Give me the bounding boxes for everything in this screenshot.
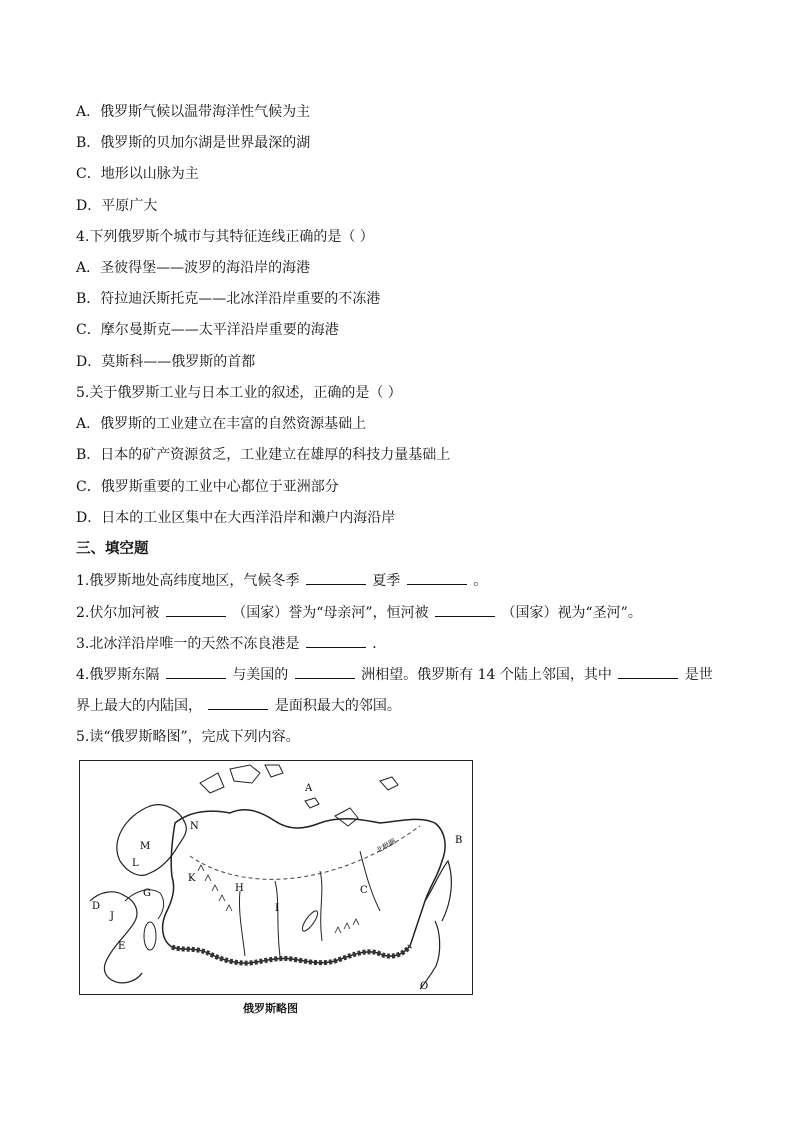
q4-stem: 4.下列俄罗斯个城市与其特征连线正确的是（ ）	[76, 229, 374, 245]
arctic-circle-label: 北极圈	[375, 837, 398, 855]
map-label-k: K	[188, 873, 196, 884]
q3-option-c: C．地形以山脉为主	[76, 166, 199, 182]
map-label-o: O	[420, 981, 429, 992]
map-label-h: H	[235, 883, 244, 894]
answer-blank[interactable]	[306, 633, 366, 648]
arctic-circle	[190, 826, 420, 879]
q5-option-d: D．日本的工业区集中在大西洋沿岸和濑户内海沿岸	[76, 510, 396, 526]
fill-question-2: 2.伏尔加河被 （国家）誉为“母亲河”，恒河被 （国家）视为“圣河”。	[76, 602, 642, 623]
answer-blank[interactable]	[435, 602, 495, 617]
q3-option-a: A．俄罗斯气候以温带海洋性气候为主	[76, 104, 311, 120]
answer-blank[interactable]	[618, 664, 678, 679]
baikal-lake	[300, 909, 320, 933]
river-line	[360, 851, 380, 911]
map-label-a: A	[305, 783, 313, 794]
island-shape	[230, 765, 260, 783]
map-svg	[80, 761, 472, 994]
answer-blank[interactable]	[407, 570, 467, 585]
q4-option-b: B．符拉迪沃斯托克——北冰洋沿岸重要的不冻港	[76, 291, 381, 307]
q3-option-d: D．平原广大	[76, 198, 158, 214]
river-line	[239, 891, 245, 956]
q4-option-d: D．莫斯科——俄罗斯的首都	[76, 354, 256, 370]
island-shape	[335, 808, 358, 826]
map-label-n: N	[190, 821, 199, 832]
q3-option-b: B．俄罗斯的贝加尔湖是世界最深的湖	[76, 135, 311, 151]
answer-blank[interactable]	[295, 664, 355, 679]
section-title: 三、填空题	[76, 541, 149, 557]
q5-stem: 5.关于俄罗斯工业与日本工业的叙述，正确的是（ ）	[76, 385, 402, 401]
fill-question-4-cont: 界上最大的内陆国， 是面积最大的邻国。	[76, 695, 401, 716]
answer-blank[interactable]	[208, 695, 268, 710]
q5-option-b: B．日本的矿产资源贫乏，工业建立在雄厚的科技力量基础上	[76, 447, 451, 463]
map-label-e: E	[118, 941, 126, 952]
answer-blank[interactable]	[166, 602, 226, 617]
map-caption: 俄罗斯略图	[243, 1002, 298, 1015]
q5-option-a: A．俄罗斯的工业建立在丰富的自然资源基础上	[76, 416, 367, 432]
fill-question-1: 1.俄罗斯地处高纬度地区，气候冬季 夏季 。	[76, 570, 487, 591]
island-shape	[265, 765, 283, 777]
coast-line	[420, 921, 440, 989]
map-label-d: D	[92, 901, 101, 912]
caspian-sea	[144, 922, 156, 950]
island-shape	[305, 798, 319, 808]
answer-blank[interactable]	[306, 570, 366, 585]
island-shape	[200, 773, 224, 793]
q4-option-c: C．摩尔曼斯克——太平洋沿岸重要的海港	[76, 322, 339, 338]
map-label-j: J	[110, 911, 115, 922]
scandinavia-outline	[117, 805, 186, 876]
fill-question-3: 3.北冰洋沿岸唯一的天然不冻良港是 ．	[76, 633, 386, 654]
russia-outline	[163, 810, 445, 963]
q5-option-c: C．俄罗斯重要的工业中心都位于亚洲部分	[76, 479, 339, 495]
river-line	[275, 881, 280, 956]
map-label-i: I	[275, 903, 279, 914]
map-label-b: B	[455, 835, 463, 846]
fill-question-4: 4.俄罗斯东隔 与美国的 洲相望。俄罗斯有 14 个陆上邻国，其中 是世	[76, 664, 713, 685]
border-line	[172, 946, 410, 963]
mountain-range	[335, 919, 359, 933]
map-label-l: L	[132, 858, 139, 869]
map-label-m: M	[140, 841, 151, 852]
island-shape	[380, 777, 398, 790]
map-label-c: C	[360, 885, 368, 896]
map-label-g: G	[143, 888, 151, 899]
mountain-range	[198, 865, 232, 911]
fill-question-5: 5.读“俄罗斯略图”，完成下列内容。	[76, 729, 300, 745]
river-line	[320, 871, 322, 941]
answer-blank[interactable]	[166, 664, 226, 679]
russia-sketch-map	[79, 760, 473, 995]
q4-option-a: A．圣彼得堡——波罗的海沿岸的海港	[76, 260, 311, 276]
